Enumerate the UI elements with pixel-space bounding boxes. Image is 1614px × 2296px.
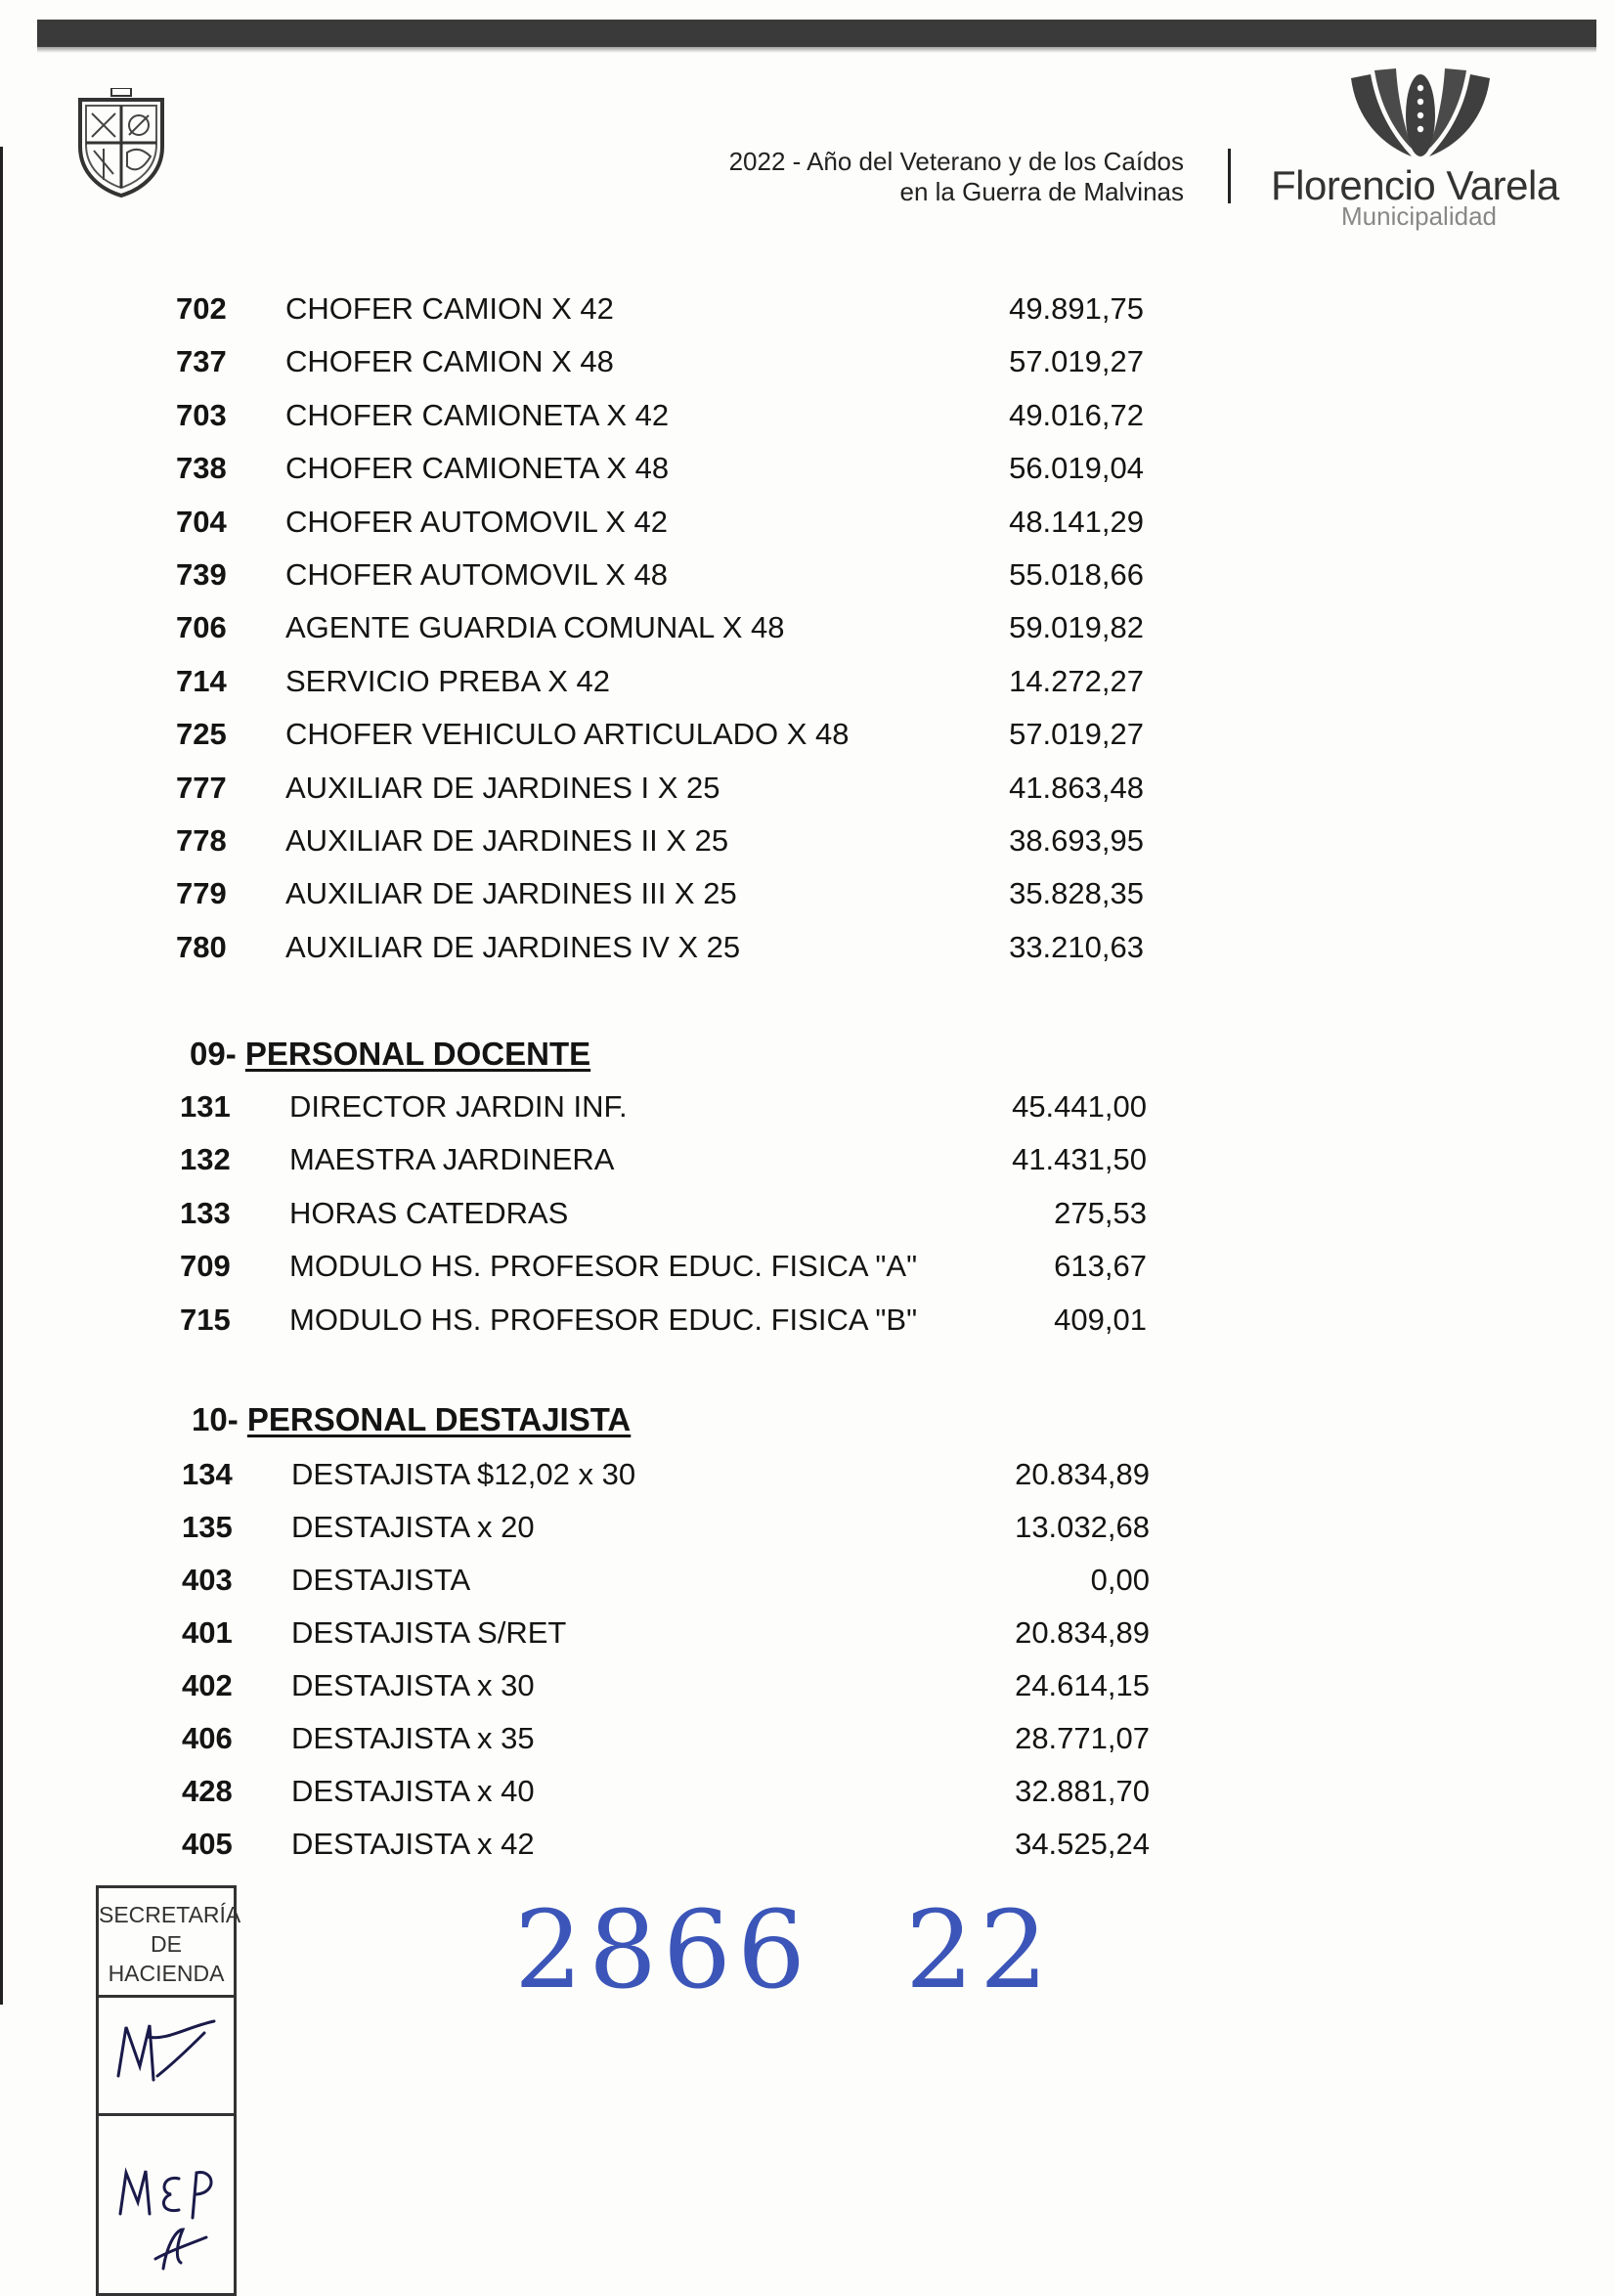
row-amount: 49.891,75: [1009, 291, 1144, 326]
row-amount: 41.431,50: [1012, 1142, 1147, 1177]
row-code: 777: [176, 770, 227, 805]
stamp-header: [99, 1888, 241, 1998]
stamp-line-1: SECRETARÍA: [99, 1902, 241, 1927]
row-description: DESTAJISTA x 35: [291, 1721, 535, 1755]
row-description: AUXILIAR DE JARDINES III X 25: [285, 876, 737, 911]
table-row: [176, 715, 1144, 754]
row-description: AUXILIAR DE JARDINES IV X 25: [285, 929, 741, 964]
row-description: CHOFER VEHICULO ARTICULADO X 48: [285, 717, 850, 752]
table-row: [180, 1247, 1147, 1286]
table-row: [180, 1194, 1147, 1233]
row-amount: 45.441,00: [1012, 1089, 1147, 1124]
row-code: 703: [176, 397, 227, 432]
row-amount: 13.032,68: [1015, 1510, 1150, 1544]
row-description: DESTAJISTA $12,02 x 30: [291, 1457, 636, 1491]
row-description: MAESTRA JARDINERA: [289, 1142, 615, 1177]
table-row: [182, 1772, 1150, 1811]
row-amount: 35.828,35: [1009, 876, 1144, 911]
row-amount: 275,53: [1054, 1195, 1147, 1230]
row-code: 131: [180, 1089, 231, 1124]
table-row: [176, 396, 1144, 435]
stamp-initials-lower: [99, 2116, 234, 2280]
stamp-line-2: DE: [151, 1931, 182, 1957]
row-amount: 38.693,95: [1009, 823, 1144, 858]
table-row: [176, 342, 1144, 381]
row-amount: 57.019,27: [1009, 717, 1144, 752]
table-row: [180, 1140, 1147, 1179]
row-description: SERVICIO PREBA X 42: [285, 663, 610, 698]
section-number: 10-: [192, 1401, 239, 1437]
row-description: AGENTE GUARDIA COMUNAL X 48: [285, 610, 785, 645]
row-code: 780: [176, 929, 227, 964]
table-row: [180, 1301, 1147, 1340]
row-amount: 0,00: [1090, 1563, 1150, 1597]
table-row: [176, 449, 1144, 488]
table-row: [182, 1613, 1150, 1653]
hacienda-stamp: [96, 1885, 241, 2296]
row-amount: 409,01: [1054, 1302, 1147, 1337]
table-row: [180, 1087, 1147, 1126]
row-description: DESTAJISTA x 42: [291, 1827, 535, 1861]
handwritten-initials-mx: [99, 1998, 234, 2113]
row-code: 715: [180, 1302, 231, 1337]
section-number: 09-: [190, 1036, 237, 1072]
row-amount: 41.863,48: [1009, 770, 1144, 805]
row-description: DIRECTOR JARDIN INF.: [289, 1089, 628, 1124]
row-code: 135: [182, 1510, 233, 1544]
row-amount: 34.525,24: [1015, 1827, 1150, 1861]
row-code: 133: [180, 1195, 231, 1230]
row-description: HORAS CATEDRAS: [289, 1195, 569, 1230]
row-amount: 48.141,29: [1009, 504, 1144, 539]
row-amount: 28.771,07: [1015, 1721, 1150, 1755]
table-row: [176, 555, 1144, 595]
row-description: CHOFER AUTOMOVIL X 42: [285, 504, 669, 539]
table-row: [176, 928, 1144, 967]
row-code: 779: [176, 876, 227, 911]
row-code: 738: [176, 451, 227, 486]
row-amount: 20.834,89: [1015, 1615, 1150, 1650]
row-amount: 32.881,70: [1015, 1774, 1150, 1808]
document-year: 22: [904, 1887, 1054, 2012]
row-code: 778: [176, 823, 227, 858]
header-separator: [1228, 149, 1231, 203]
row-description: DESTAJISTA S/RET: [291, 1615, 567, 1650]
row-code: 714: [176, 663, 227, 698]
row-description: CHOFER CAMIONETA X 42: [285, 397, 670, 432]
table-row: [176, 769, 1144, 808]
table-row: [182, 1719, 1150, 1758]
table-row: [176, 503, 1144, 542]
row-description: DESTAJISTA: [291, 1563, 471, 1597]
stamp-initials-upper: [99, 1998, 234, 2116]
row-description: CHOFER CAMION X 48: [285, 344, 614, 379]
row-amount: 56.019,04: [1009, 451, 1144, 486]
table-row: [176, 608, 1144, 647]
table-row: [176, 662, 1144, 701]
handwritten-initials-mep: [99, 2116, 234, 2280]
table-row: [182, 1455, 1150, 1494]
row-description: AUXILIAR DE JARDINES I X 25: [285, 770, 720, 805]
row-description: MODULO HS. PROFESOR EDUC. FISICA "A": [289, 1249, 918, 1284]
row-code: 725: [176, 717, 227, 752]
florencio-varela-logo-icon: [1347, 65, 1494, 162]
row-amount: 20.834,89: [1015, 1457, 1150, 1491]
section-title: PERSONAL DOCENTE: [244, 1036, 591, 1072]
row-code: 702: [176, 291, 227, 326]
top-border-bar: [37, 20, 1596, 47]
row-code: 706: [176, 610, 227, 645]
row-amount: 24.614,15: [1015, 1668, 1150, 1702]
row-description: AUXILIAR DE JARDINES II X 25: [285, 823, 729, 858]
row-description: CHOFER CAMIONETA X 48: [285, 451, 670, 486]
row-code: 737: [176, 344, 227, 379]
row-code: 402: [182, 1668, 233, 1702]
section-heading: [192, 1400, 631, 1439]
row-description: DESTAJISTA x 30: [291, 1668, 535, 1702]
table-row: [182, 1561, 1150, 1600]
row-code: 403: [182, 1563, 233, 1597]
motto-line-1: 2022 - Año del Veterano y de los Caídos: [728, 147, 1184, 176]
row-code: 406: [182, 1721, 233, 1755]
row-code: 405: [182, 1827, 233, 1861]
document-number: 2866: [514, 1887, 811, 2012]
row-description: DESTAJISTA x 40: [291, 1774, 535, 1808]
row-description: CHOFER CAMION X 42: [285, 291, 614, 326]
table-row: [176, 289, 1144, 329]
row-code: 709: [180, 1249, 231, 1284]
row-amount: 49.016,72: [1009, 397, 1144, 432]
org-subtitle: Municipalidad: [1341, 201, 1497, 231]
row-code: 401: [182, 1615, 233, 1650]
table-row: [182, 1825, 1150, 1864]
row-code: 132: [180, 1142, 231, 1177]
row-code: 428: [182, 1774, 233, 1808]
row-description: MODULO HS. PROFESOR EDUC. FISICA "B": [289, 1302, 918, 1337]
row-amount: 57.019,27: [1009, 344, 1144, 379]
row-amount: 14.272,27: [1009, 663, 1144, 698]
row-description: DESTAJISTA x 20: [291, 1510, 535, 1544]
table-row: [182, 1508, 1150, 1547]
row-amount: 59.019,82: [1009, 610, 1144, 645]
motto-line-2: en la Guerra de Malvinas: [899, 177, 1184, 206]
section-title: PERSONAL DESTAJISTA: [246, 1401, 632, 1437]
stamp-line-3: HACIENDA: [108, 1961, 225, 1986]
left-edge-mark: [0, 147, 3, 2005]
row-code: 704: [176, 504, 227, 539]
org-name: Florencio Varela: [1271, 162, 1559, 208]
row-code: 739: [176, 557, 227, 592]
row-description: CHOFER AUTOMOVIL X 48: [285, 557, 669, 592]
row-amount: 55.018,66: [1009, 557, 1144, 592]
section-heading: [190, 1035, 590, 1074]
table-row: [176, 821, 1144, 861]
municipal-crest-icon: [76, 88, 166, 198]
row-amount: 613,67: [1054, 1249, 1147, 1284]
document-number-stamp: [514, 1887, 1054, 2012]
table-row: [176, 874, 1144, 913]
row-code: 134: [182, 1457, 233, 1491]
motto: [729, 147, 1184, 207]
row-amount: 33.210,63: [1009, 929, 1144, 964]
table-row: [182, 1666, 1150, 1705]
